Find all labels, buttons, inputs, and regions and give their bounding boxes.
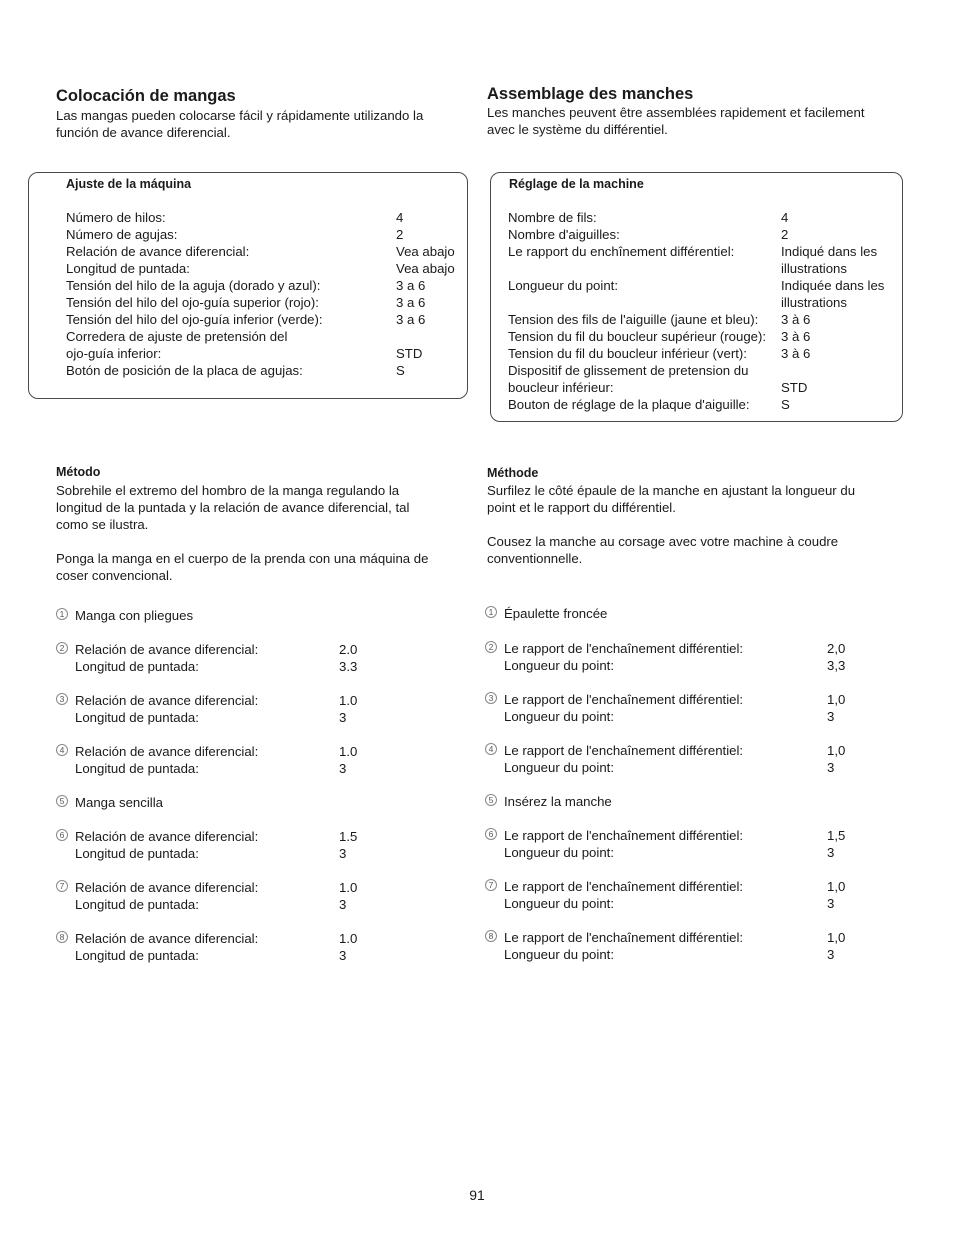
settings-label: Tensión del hilo del ojo-guía superior (rojo): [66, 295, 319, 310]
settings-title-es: Ajuste de la máquina [66, 177, 192, 191]
settings-label: Longueur du point: [508, 278, 618, 293]
settings-row [66, 260, 466, 277]
settings-label: Tension des fils de l'aiguille (jaune et bleu): [508, 312, 759, 327]
numbered-item [485, 878, 895, 912]
settings-row [66, 243, 466, 260]
settings-row [508, 226, 900, 243]
item-value: 1,0 [827, 692, 846, 707]
settings-label: Número de hilos: [66, 210, 166, 225]
settings-value: 3 a 6 [396, 295, 426, 310]
item-number-badge: 7 [485, 879, 497, 891]
numbered-item [56, 641, 466, 675]
settings-value: illustrations [781, 261, 847, 276]
section-title-fr: Assemblage des manches [487, 85, 694, 103]
settings-row [66, 362, 466, 379]
item-number-badge: 8 [56, 931, 68, 943]
settings-row [508, 243, 900, 277]
numbered-item [56, 692, 466, 726]
settings-value: Indiqué dans les [781, 244, 878, 259]
item-value: 3 [339, 710, 347, 725]
item-label: Longueur du point: [504, 845, 614, 860]
item-label: Relación de avance diferencial: [75, 829, 259, 844]
settings-value: 3 a 6 [396, 312, 426, 327]
intro-line-es-2: función de avance diferencial. [56, 125, 231, 140]
method-title-fr: Méthode [487, 466, 539, 480]
numbered-item [485, 793, 895, 810]
item-value: 3,3 [827, 658, 846, 673]
item-value: 3 [827, 709, 835, 724]
item-label: Longitud de puntada: [75, 761, 199, 776]
settings-label: Botón de posición de la placa de agujas: [66, 363, 303, 378]
item-value: 3 [827, 896, 835, 911]
item-label: Longitud de puntada: [75, 948, 199, 963]
method-para1-fr-2: point et le rapport du différentiel. [487, 500, 676, 515]
numbered-item [56, 930, 466, 964]
item-number-badge: 7 [56, 880, 68, 892]
settings-title-fr: Réglage de la machine [509, 177, 644, 191]
settings-value: 4 [781, 210, 789, 225]
settings-row [66, 328, 466, 362]
item-number-badge: 2 [56, 642, 68, 654]
intro-line-fr-2: avec le système du différentiel. [487, 122, 668, 137]
method-para2-fr-1: Cousez la manche au corsage avec votre machine à coudre [487, 534, 839, 549]
method-para1-fr-1: Surfilez le côté épaule de la manche en ajustant la longueur du [487, 483, 856, 498]
numbered-item [485, 929, 895, 963]
item-number-badge: 6 [56, 829, 68, 841]
numbered-item [56, 879, 466, 913]
intro-line-fr-1: Les manches peuvent être assemblées rapidement et facilement [487, 105, 865, 120]
settings-value: 3 à 6 [781, 346, 811, 361]
settings-label: Tension du fil du boucleur inférieur (vert): [508, 346, 747, 361]
settings-row [508, 345, 900, 362]
item-label: Longueur du point: [504, 896, 614, 911]
item-label: Le rapport de l'enchaînement différentiel: [504, 828, 744, 843]
item-value: 3.3 [339, 659, 358, 674]
numbered-item [56, 794, 466, 811]
settings-value: 4 [396, 210, 404, 225]
settings-value: 2 [396, 227, 404, 242]
settings-label: Bouton de réglage de la plaque d'aiguille: [508, 397, 750, 412]
item-label: Longueur du point: [504, 947, 614, 962]
item-number-badge: 1 [56, 608, 68, 620]
item-value: 3 [827, 845, 835, 860]
item-label: Relación de avance diferencial: [75, 931, 259, 946]
method-title-es: Método [56, 465, 101, 479]
settings-row [508, 362, 900, 396]
settings-label: boucleur inférieur: [508, 380, 614, 395]
item-label: Le rapport de l'enchaînement différentiel: [504, 743, 744, 758]
item-value: 3 [339, 897, 347, 912]
item-label: Relación de avance diferencial: [75, 693, 259, 708]
item-label: Relación de avance diferencial: [75, 642, 259, 657]
numbered-item [56, 743, 466, 777]
settings-label: Tension du fil du boucleur supérieur (rouge): [508, 329, 767, 344]
settings-label: ojo-guía inferior: [66, 346, 162, 361]
item-value: 1,0 [827, 930, 846, 945]
item-number-badge: 8 [485, 930, 497, 942]
item-value: 3 [339, 846, 347, 861]
item-value: 2.0 [339, 642, 358, 657]
method-para2-es-1: Ponga la manga en el cuerpo de la prenda con una máquina de [56, 551, 429, 566]
settings-value: Vea abajo [396, 261, 455, 276]
item-label: Relación de avance diferencial: [75, 744, 259, 759]
settings-row [66, 209, 466, 226]
numbered-item [485, 640, 895, 674]
settings-value: Vea abajo [396, 244, 455, 259]
method-para1-es-3: como se ilustra. [56, 517, 149, 532]
settings-row [508, 311, 900, 328]
settings-label: Le rapport du enchînement différentiel: [508, 244, 735, 259]
item-value: 1,0 [827, 743, 846, 758]
settings-row [66, 226, 466, 243]
item-value: 3 [339, 761, 347, 776]
item-label: Le rapport de l'enchaînement différentiel: [504, 930, 744, 945]
settings-row [66, 294, 466, 311]
method-para1-es-1: Sobrehile el extremo del hombro de la manga regulando la [56, 483, 400, 498]
settings-value: S [396, 363, 405, 378]
numbered-item [485, 827, 895, 861]
item-label: Longueur du point: [504, 760, 614, 775]
settings-label: Relación de avance diferencial: [66, 244, 250, 259]
section-title-es: Colocación de mangas [56, 87, 236, 105]
settings-label: Número de agujas: [66, 227, 178, 242]
item-value: 3 [339, 948, 347, 963]
item-label: Longitud de puntada: [75, 897, 199, 912]
item-label: Longitud de puntada: [75, 710, 199, 725]
item-label: Insérez la manche [504, 794, 612, 809]
item-value: 1,5 [827, 828, 846, 843]
item-label: Manga sencilla [75, 795, 163, 810]
method-para1-es-2: longitud de la puntada y la relación de avance diferencial, tal [56, 500, 410, 515]
settings-row [66, 311, 466, 328]
item-value: 1.0 [339, 693, 358, 708]
settings-row [508, 277, 900, 311]
settings-label: Nombre de fils: [508, 210, 597, 225]
item-number-badge: 5 [485, 794, 497, 806]
numbered-item [485, 691, 895, 725]
item-label: Longueur du point: [504, 709, 614, 724]
item-label: Longitud de puntada: [75, 846, 199, 861]
item-label: Épaulette froncée [504, 606, 608, 621]
numbered-item [56, 607, 466, 624]
method-para2-fr-2: conventionnelle. [487, 551, 583, 566]
item-number-badge: 4 [56, 744, 68, 756]
method-para2-es-2: coser convencional. [56, 568, 173, 583]
item-value: 1.0 [339, 744, 358, 759]
item-number-badge: 5 [56, 795, 68, 807]
page-number: 91 [469, 1187, 485, 1203]
item-label: Manga con pliegues [75, 608, 194, 623]
item-value: 1.0 [339, 880, 358, 895]
item-value: 1.0 [339, 931, 358, 946]
numbered-item [56, 828, 466, 862]
settings-row [66, 277, 466, 294]
item-value: 3 [827, 947, 835, 962]
settings-value: 3 a 6 [396, 278, 426, 293]
item-number-badge: 6 [485, 828, 497, 840]
settings-value: S [781, 397, 790, 412]
item-value: 1,0 [827, 879, 846, 894]
settings-value: 3 à 6 [781, 312, 811, 327]
numbered-item [485, 605, 895, 622]
item-label: Longueur du point: [504, 658, 614, 673]
settings-row [508, 209, 900, 226]
item-value: 1.5 [339, 829, 358, 844]
item-number-badge: 3 [485, 692, 497, 704]
settings-label: Corredera de ajuste de pretensión del [66, 329, 288, 344]
item-number-badge: 4 [485, 743, 497, 755]
settings-label: Dispositif de glissement de pretension du [508, 363, 749, 378]
item-number-badge: 2 [485, 641, 497, 653]
settings-label: Tensión del hilo de la aguja (dorado y azul): [66, 278, 321, 293]
settings-value: STD [396, 346, 423, 361]
item-number-badge: 1 [485, 606, 497, 618]
item-value: 2,0 [827, 641, 846, 656]
item-label: Le rapport de l'enchaînement différentiel: [504, 641, 744, 656]
settings-label: Longitud de puntada: [66, 261, 190, 276]
settings-value: 2 [781, 227, 789, 242]
settings-value: STD [781, 380, 808, 395]
settings-row [508, 328, 900, 345]
settings-value: 3 à 6 [781, 329, 811, 344]
item-value: 3 [827, 760, 835, 775]
item-label: Longitud de puntada: [75, 659, 199, 674]
settings-value: illustrations [781, 295, 847, 310]
item-label: Le rapport de l'enchaînement différentiel: [504, 692, 744, 707]
settings-row [508, 396, 900, 413]
numbered-item [485, 742, 895, 776]
intro-line-es-1: Las mangas pueden colocarse fácil y rápidamente utilizando la [56, 108, 424, 123]
item-number-badge: 3 [56, 693, 68, 705]
item-label: Relación de avance diferencial: [75, 880, 259, 895]
item-label: Le rapport de l'enchaînement différentiel: [504, 879, 744, 894]
settings-label: Tensión del hilo del ojo-guía inferior (verde): [66, 312, 323, 327]
settings-value: Indiquée dans les [781, 278, 885, 293]
settings-label: Nombre d'aiguilles: [508, 227, 620, 242]
